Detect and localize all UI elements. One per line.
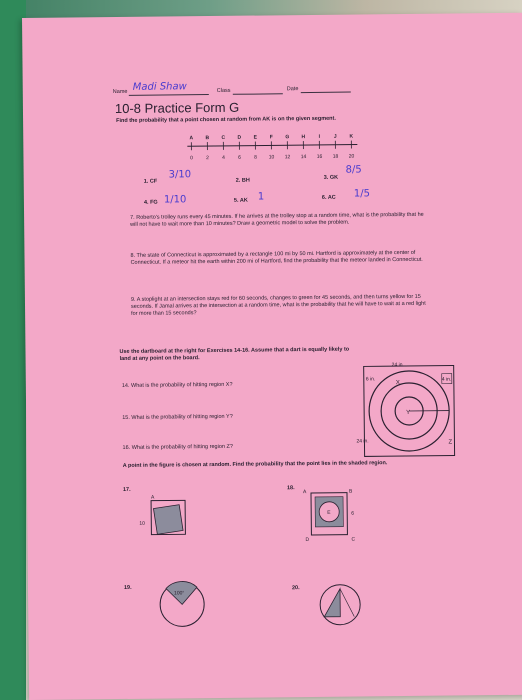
problem-9: 9. A stoplight at an intersection stays red for 60 seconds, changes to green for 45 seconds, and then turns yellow for 15 seconds. If Jamal arrives at the intersection at a random time, what is the probability that he will have to wait at a red light for more than 15 seconds? xyxy=(130,293,426,317)
date-underline xyxy=(301,92,351,94)
page-title: 10-8 Practice Form G xyxy=(114,99,240,117)
region-x-label: X xyxy=(395,380,400,387)
region-z-label: Z xyxy=(448,439,453,446)
fig18-center-e: E xyxy=(327,509,331,516)
name-underline xyxy=(129,94,209,96)
name-label: Name xyxy=(112,88,128,96)
fig20-chord xyxy=(340,589,354,617)
fig18-vertex-d: D xyxy=(305,537,310,544)
answer-3: 8/5 xyxy=(345,164,362,176)
worksheet-page xyxy=(22,13,522,700)
number-line-letter: E xyxy=(253,134,257,141)
answer-4: 1/10 xyxy=(163,194,187,206)
number-line-number: 20 xyxy=(348,153,355,160)
question-16: 16. What is the probability of hitting region Z? xyxy=(122,443,233,451)
number-line-number: 4 xyxy=(222,154,225,161)
fig20-shaded-triangle xyxy=(324,589,340,617)
number-line-number: 8 xyxy=(254,154,257,161)
question-6: 6. AC xyxy=(321,194,336,201)
fig18-vertex-c: C xyxy=(351,536,356,543)
number-line-letter: F xyxy=(269,134,273,141)
figure-18 xyxy=(297,482,378,547)
number-line-letter: J xyxy=(333,133,337,140)
question-3: 3. GK xyxy=(323,174,339,181)
label-4: 4 in. xyxy=(441,376,452,383)
question-5: 5. AK xyxy=(233,197,248,204)
number-line-letter: D xyxy=(237,134,242,141)
figure-19 xyxy=(152,574,213,635)
question-4: 4. FG xyxy=(143,199,158,206)
number-line-number: 10 xyxy=(268,154,275,161)
number-line xyxy=(183,130,363,166)
answer-1: 3/10 xyxy=(168,169,192,181)
figure-20 xyxy=(310,574,371,635)
student-name: Madi Shaw xyxy=(132,81,187,93)
number-line-letter: G xyxy=(285,134,290,141)
question-19: 19. xyxy=(123,584,132,591)
dartboard-figure xyxy=(356,353,467,464)
question-2: 2. BH xyxy=(235,177,250,184)
number-line-number: 18 xyxy=(332,153,339,160)
question-20: 20. xyxy=(291,585,300,592)
question-18: 18. xyxy=(286,485,295,492)
fig18-vertex-a: A xyxy=(302,489,307,496)
class-label: Class xyxy=(216,87,231,94)
fig19-angle: 100° xyxy=(174,590,185,597)
number-line-number: 14 xyxy=(300,154,307,161)
number-line-letter: H xyxy=(301,134,306,141)
question-17: 17. xyxy=(122,486,131,493)
fig17-shaded-square xyxy=(153,505,183,535)
problem-7: 7. Roberto's trolley runs every 45 minutes. If he arrives at the trolley stop at a random time, what is the probability that he will not have to wait more than 10 minutes? Draw a geometric model to solve the problem. xyxy=(130,211,424,228)
question-15: 15. What is the probability of hitting region Y? xyxy=(122,413,233,421)
number-line-axis xyxy=(187,144,357,146)
number-line-letter: B xyxy=(205,135,210,142)
figure-17 xyxy=(139,488,200,549)
fig17-vertex-a: A xyxy=(150,494,155,501)
date-label: Date xyxy=(286,86,299,93)
number-line-number: 6 xyxy=(238,154,241,161)
label-6: 6 in. xyxy=(365,376,376,383)
question-1: 1. CF xyxy=(143,178,158,185)
shaded-region-instructions: A point in the figure is chosen at random. Find the probability that the point lies in the shaded region. xyxy=(122,460,388,469)
number-line-letter: K xyxy=(349,133,354,140)
number-line-number: 2 xyxy=(206,155,209,162)
label-24-top: 24 in. xyxy=(391,362,404,369)
problem-8: 8. The state of Connecticut is approximated by a rectangle 100 mi by 50 mi. Hartford is approximately at the center of Connecticut. If a meteor hit the earth within 200 mi of Hartford, find the probability that the meteor landed in Connecticut. xyxy=(130,249,423,266)
fig18-side-6: 6 xyxy=(351,510,355,517)
instructions-segments: Find the probability that a point chosen at random from AK is on the given segment. xyxy=(116,115,336,125)
fig17-side-10: 10 xyxy=(139,520,145,527)
number-line-number: 12 xyxy=(284,154,291,161)
dartboard-instructions: Use the dartboard at the right for Exercises 14-16. Assume that a dart is equally likely to land at any point on the board. xyxy=(119,346,350,362)
fig18-vertex-b: B xyxy=(348,488,353,495)
number-line-number: 16 xyxy=(316,153,323,160)
number-line-letter: A xyxy=(189,135,194,142)
region-y-label: Y xyxy=(406,409,411,416)
answer-5: 1 xyxy=(257,191,265,203)
question-14: 14. What is the probability of hitting region X? xyxy=(121,381,233,389)
label-24-side: 24 in. xyxy=(356,438,369,445)
number-line-letter: I xyxy=(318,133,320,140)
number-line-letter: C xyxy=(221,134,226,141)
answer-6: 1/5 xyxy=(353,188,371,200)
number-line-number: 0 xyxy=(190,155,193,162)
class-underline xyxy=(233,93,283,95)
